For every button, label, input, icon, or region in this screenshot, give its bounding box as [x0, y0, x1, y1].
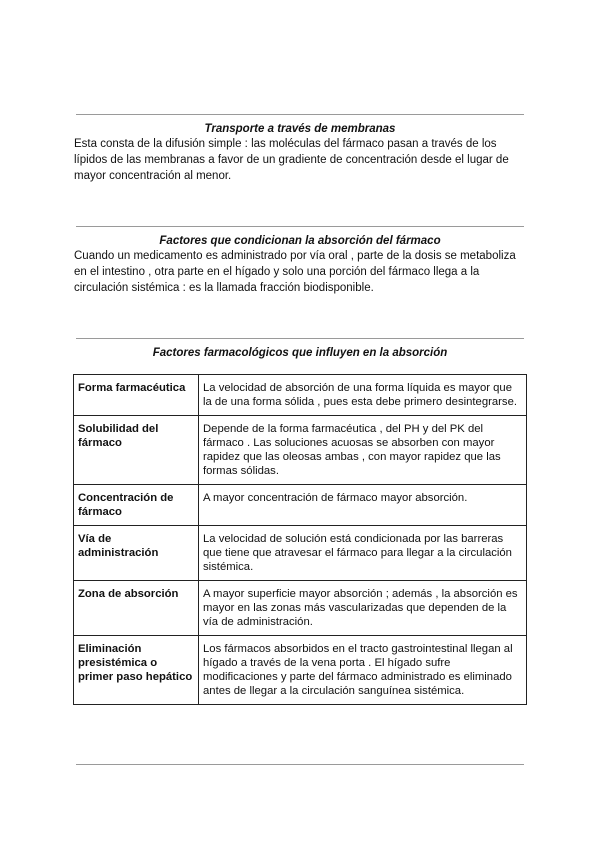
section-body-transport: Esta consta de la difusión simple : las moléculas del fármaco pasan a través de los lípidos de las membranas a favor de un gradiente de concentración desde el lugar de mayor concentración al menor.	[74, 138, 509, 182]
factor-name: Concentración de fármaco	[74, 485, 199, 526]
divider-top	[76, 114, 524, 115]
table-row	[74, 526, 527, 581]
section-title-transport: Transporte a través de membranas	[204, 123, 396, 135]
table-row	[74, 581, 527, 636]
divider-pharmacological	[76, 338, 524, 339]
table-row	[74, 636, 527, 705]
factor-name: Forma farmacéutica	[74, 375, 199, 416]
factor-name: Vía de administración	[74, 526, 199, 581]
table-row	[74, 416, 527, 485]
table-row	[74, 375, 527, 416]
factor-description: Los fármacos absorbidos en el tracto gastrointestinal llegan al hígado a través de la vena porta . El hígado sufre modificaciones y parte del fármaco administrado es eliminado antes de llegar a la circulación sanguínea sistémica.	[199, 636, 527, 705]
factor-description: La velocidad de absorción de una forma líquida es mayor que la de una forma sólida , pues esta debe primero desintegrarse.	[199, 375, 527, 416]
section-title-pharmacological-factors: Factores farmacológicos que influyen en la absorción	[152, 347, 448, 359]
divider-absorption	[76, 226, 524, 227]
factor-name: Eliminación presistémica o primer paso hepático	[74, 636, 199, 705]
factor-description: A mayor superficie mayor absorción ; además , la absorción es mayor en las zonas más vascularizadas que dependen de la vía de administración.	[199, 581, 527, 636]
section-title-absorption-factors: Factores que condicionan la absorción del fármaco	[159, 235, 441, 247]
factor-description: La velocidad de solución está condicionada por las barreras que tiene que atravesar el fármaco para llegar a la circulación sistémica.	[199, 526, 527, 581]
divider-bottom	[76, 764, 524, 765]
factor-description: A mayor concentración de fármaco mayor absorción.	[199, 485, 527, 526]
factor-name: Solubilidad del fármaco	[74, 416, 199, 485]
table-row	[74, 485, 527, 526]
factors-table	[73, 374, 527, 705]
section-body-absorption-factors: Cuando un medicamento es administrado por vía oral , parte de la dosis se metaboliza en el intestino , otra parte en el hígado y solo una porción del fármaco llega a la circulación sistémica : es la llamada fracción biodisponible.	[74, 250, 516, 294]
factor-description: Depende de la forma farmacéutica , del PH y del PK del fármaco . Las soluciones acuosas se absorben con mayor rapidez que las oleosas ambas , con mayor rapidez que las formas sólidas.	[199, 416, 527, 485]
factor-name: Zona de absorción	[74, 581, 199, 636]
